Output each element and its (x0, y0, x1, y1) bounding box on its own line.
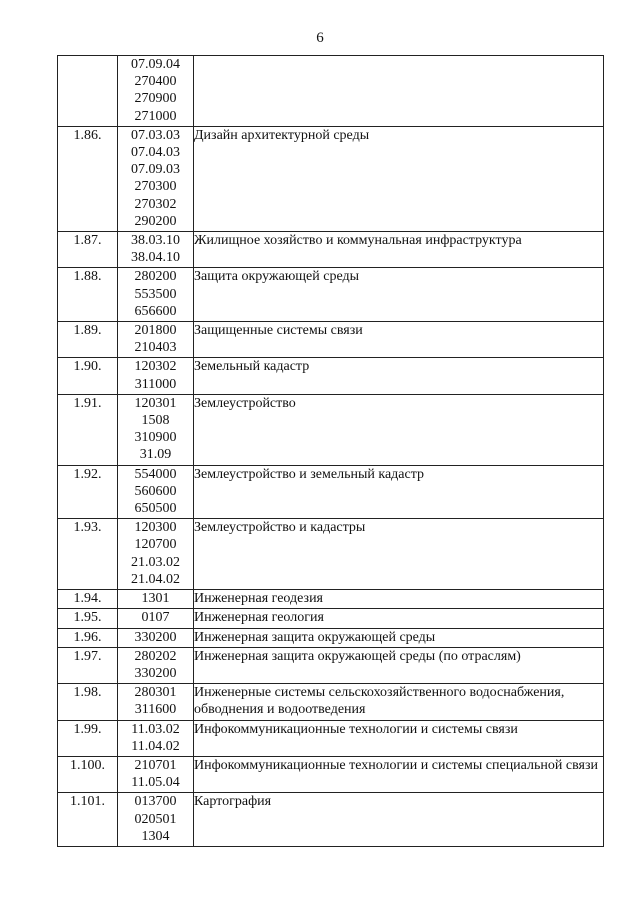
table-row (58, 793, 604, 847)
specialty-code: 1508 (141, 413, 170, 429)
specialty-codes-cell (118, 590, 194, 609)
table-row (58, 465, 604, 519)
specialty-code: 38.03.10 (131, 233, 180, 249)
specialty-name-cell: Инженерная защита окружающей среды (по отраслям) (194, 647, 604, 683)
specialty-name-cell: Дизайн архитектурной среды (194, 126, 604, 231)
table-row (58, 647, 604, 683)
specialty-code: 120300 (134, 520, 177, 536)
specialty-code: 0107 (141, 610, 170, 626)
specialty-codes-cell (118, 232, 194, 268)
table-row (58, 268, 604, 322)
specialty-code: 21.04.02 (131, 571, 180, 587)
specialty-code: 210403 (134, 340, 177, 356)
specialty-code: 38.04.10 (131, 250, 180, 266)
specialty-code: 270900 (134, 91, 177, 107)
specialty-code: 013700 (134, 794, 177, 810)
specialty-code: 290200 (134, 213, 177, 229)
specialty-code: 280301 (134, 685, 177, 701)
row-number-cell: 1.94. (58, 590, 118, 609)
row-number-cell: 1.97. (58, 647, 118, 683)
specialty-table (57, 55, 604, 847)
specialty-code: 310900 (134, 430, 177, 446)
specialty-code: 11.04.02 (131, 738, 180, 754)
specialty-code: 020501 (134, 811, 177, 827)
row-number-cell: 1.92. (58, 465, 118, 519)
specialty-codes-cell (118, 465, 194, 519)
row-number-cell: 1.88. (58, 268, 118, 322)
specialty-codes-cell (118, 647, 194, 683)
specialty-code: 07.09.03 (131, 162, 180, 178)
specialty-code: 311000 (134, 376, 177, 392)
row-number-cell: 1.91. (58, 394, 118, 465)
table-row (58, 232, 604, 268)
specialty-code: 11.05.04 (131, 775, 180, 791)
specialty-codes-cell (118, 358, 194, 394)
table-row (58, 720, 604, 756)
specialty-codes-cell (118, 609, 194, 628)
specialty-codes-cell (118, 720, 194, 756)
table-row (58, 609, 604, 628)
row-number-cell: 1.96. (58, 628, 118, 647)
specialty-code: 1301 (141, 591, 170, 607)
row-number-cell: 1.90. (58, 358, 118, 394)
row-number-cell: 1.100. (58, 756, 118, 792)
specialty-name-cell: Инфокоммуникационные технологии и системы специальной связи (194, 756, 604, 792)
specialty-code: 270302 (134, 196, 177, 212)
specialty-name-cell: Земельный кадастр (194, 358, 604, 394)
specialty-name-cell: Защищенные системы связи (194, 322, 604, 358)
specialty-name-cell: Землеустройство и земельный кадастр (194, 465, 604, 519)
row-number-cell: 1.93. (58, 519, 118, 590)
specialty-code: 560600 (134, 483, 177, 499)
table-row (58, 756, 604, 792)
specialty-table-body (58, 56, 604, 847)
row-number-cell: 1.99. (58, 720, 118, 756)
row-number-cell (58, 56, 118, 127)
specialty-name-cell: Жилищное хозяйство и коммунальная инфраструктура (194, 232, 604, 268)
specialty-codes-cell (118, 628, 194, 647)
specialty-code: 210701 (134, 757, 177, 773)
specialty-codes-cell (118, 56, 194, 127)
table-row (58, 126, 604, 231)
specialty-name-cell: Инженерная геология (194, 609, 604, 628)
specialty-code: 120700 (134, 537, 177, 553)
row-number-cell: 1.86. (58, 126, 118, 231)
specialty-codes-cell (118, 268, 194, 322)
specialty-codes-cell (118, 684, 194, 720)
row-number-cell: 1.101. (58, 793, 118, 847)
specialty-name-cell: Картография (194, 793, 604, 847)
specialty-name-cell: Инженерные системы сельскохозяйственного водоснабжения, обводнения и водоотведения (194, 684, 604, 720)
specialty-name-cell: Землеустройство и кадастры (194, 519, 604, 590)
page-number: 6 (316, 30, 324, 46)
specialty-code: 31.09 (139, 447, 172, 463)
table-row (58, 590, 604, 609)
specialty-name-cell: Защита окружающей среды (194, 268, 604, 322)
specialty-code: 330200 (134, 665, 177, 681)
specialty-code: 07.04.03 (131, 145, 180, 161)
specialty-code: 21.03.02 (131, 554, 180, 570)
specialty-codes-cell (118, 793, 194, 847)
specialty-codes-cell (118, 519, 194, 590)
row-number-cell: 1.95. (58, 609, 118, 628)
table-row (58, 519, 604, 590)
specialty-codes-cell (118, 126, 194, 231)
table-row (58, 394, 604, 465)
specialty-code: 271000 (134, 108, 177, 124)
specialty-code: 554000 (134, 466, 177, 482)
specialty-code: 280200 (134, 269, 177, 285)
specialty-code: 07.09.04 (131, 57, 180, 72)
specialty-codes-cell (118, 756, 194, 792)
specialty-code: 311600 (134, 702, 177, 718)
specialty-codes-cell (118, 394, 194, 465)
specialty-name-cell: Инфокоммуникационные технологии и системы связи (194, 720, 604, 756)
table-row (58, 56, 604, 127)
specialty-code: 280202 (134, 648, 177, 664)
specialty-code: 270400 (134, 74, 177, 90)
specialty-code: 1304 (141, 828, 170, 844)
row-number-cell: 1.98. (58, 684, 118, 720)
specialty-code: 330200 (134, 629, 177, 645)
specialty-name-cell (194, 56, 604, 127)
table-row (58, 628, 604, 647)
specialty-code: 553500 (134, 286, 177, 302)
specialty-code: 270300 (134, 179, 177, 195)
row-number-cell: 1.87. (58, 232, 118, 268)
table-row (58, 358, 604, 394)
specialty-code: 120301 (134, 395, 177, 411)
specialty-code: 650500 (134, 501, 177, 517)
specialty-code: 07.03.03 (131, 127, 180, 143)
specialty-name-cell: Землеустройство (194, 394, 604, 465)
specialty-codes-cell (118, 322, 194, 358)
row-number-cell: 1.89. (58, 322, 118, 358)
specialty-name-cell: Инженерная геодезия (194, 590, 604, 609)
specialty-code: 201800 (134, 323, 177, 339)
table-row (58, 684, 604, 720)
specialty-code: 120302 (134, 359, 177, 375)
table-row (58, 322, 604, 358)
specialty-name-cell: Инженерная защита окружающей среды (194, 628, 604, 647)
specialty-code: 11.03.02 (131, 721, 180, 737)
specialty-code: 656600 (134, 303, 177, 319)
